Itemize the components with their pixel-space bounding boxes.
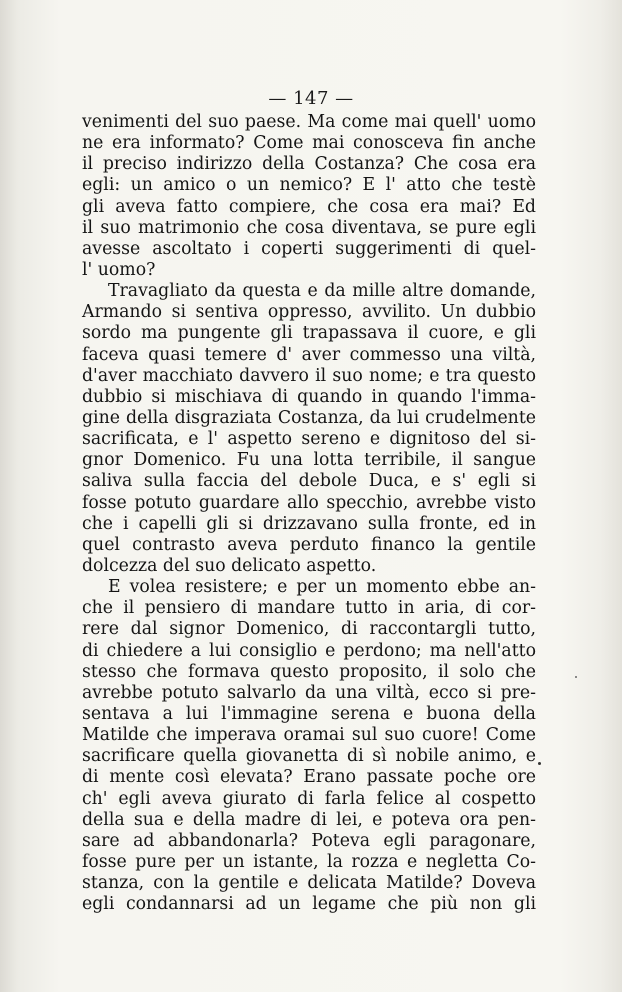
text-line: Armando si sentiva oppresso, avvilito. Un dubbio xyxy=(82,302,536,323)
paragraph-start-line: E volea resistere; e per un momento ebbe an- xyxy=(108,577,536,598)
text-line: dubbio si mischiava di quando in quando l'imma- xyxy=(82,386,536,407)
paragraph-start-line: Travagliato da questa e da mille altre domande, xyxy=(108,281,536,302)
text-line: saliva sulla faccia del debole Duca, e s' egli si xyxy=(82,471,536,492)
text-line: sare ad abbandonarla? Poteva egli paragonare, xyxy=(82,830,536,851)
page-number: — 147 — xyxy=(268,88,354,109)
text-line: avrebbe potuto salvarlo da una viltà, ecco si pre- xyxy=(82,682,536,703)
text-line: di mente così elevata? Erano passate poche ore xyxy=(82,767,536,788)
text-line: della sua e della madre di lei, e poteva ora pen- xyxy=(82,809,536,830)
ink-speck xyxy=(575,676,577,678)
text-line: ch' egli aveva giurato di farla felice al cospetto xyxy=(82,788,536,809)
text-line: gli aveva fatto compiere, che cosa era mai? Ed xyxy=(82,196,536,217)
text-line: che il pensiero di mandare tutto in aria, di cor- xyxy=(82,598,536,619)
body-text xyxy=(82,112,536,915)
text-line: di chiedere a lui consiglio e perdono; ma nell'atto xyxy=(82,640,536,661)
text-line: fosse pure per un istante, la rozza e negletta Co- xyxy=(82,851,536,872)
text-line: egli: un amico o un nemico? E l' atto che testè xyxy=(82,175,536,196)
text-line: faceva quasi temere d' aver commesso una viltà, xyxy=(82,344,536,365)
text-line: che i capelli gli si drizzavano sulla fronte, ed in xyxy=(82,513,536,534)
text-line: il preciso indirizzo della Costanza? Che cosa era xyxy=(82,154,536,175)
text-line: l' uomo? xyxy=(82,259,156,280)
text-line: sacrificata, e l' aspetto sereno e dignitoso del si- xyxy=(82,429,536,450)
text-line: fosse potuto guardare allo specchio, avrebbe visto xyxy=(82,492,536,513)
text-line: dolcezza del suo delicato aspetto. xyxy=(82,555,377,576)
text-line: quel contrasto aveva perduto financo la gentile xyxy=(82,534,536,555)
text-line: d'aver macchiato davvero il suo nome; e tra questo xyxy=(82,365,536,386)
text-line: gnor Domenico. Fu una lotta terribile, il sangue xyxy=(82,450,536,471)
text-line: sacrificare quella giovanetta di sì nobile animo, e xyxy=(82,746,536,767)
text-line: avesse ascoltato i coperti suggerimenti di quel- xyxy=(82,238,536,259)
text-line: sordo ma pungente gli trapassava il cuore, e gli xyxy=(82,323,536,344)
text-line: stanza, con la gentile e delicata Matilde? Doveva xyxy=(82,873,536,894)
text-line: sentava a lui l'immagine serena e buona della xyxy=(82,703,536,724)
text-line: rere dal signor Domenico, di raccontargli tutto, xyxy=(82,619,536,640)
text-line: venimenti del suo paese. Ma come mai quell' uomo xyxy=(82,112,536,132)
text-line: ne era informato? Come mai conosceva fin anche xyxy=(82,133,536,154)
ink-speck xyxy=(538,762,541,765)
text-line: stesso che formava questo proposito, il solo che xyxy=(82,661,536,682)
text-line: gine della disgraziata Costanza, da lui crudelmente xyxy=(82,407,536,428)
text-line: Matilde che imperava oramai sul suo cuore! Come xyxy=(82,725,536,746)
text-line: egli condannarsi ad un legame che più non gli xyxy=(82,894,536,915)
text-line: il suo matrimonio che cosa diventava, se pure egli xyxy=(82,217,536,238)
